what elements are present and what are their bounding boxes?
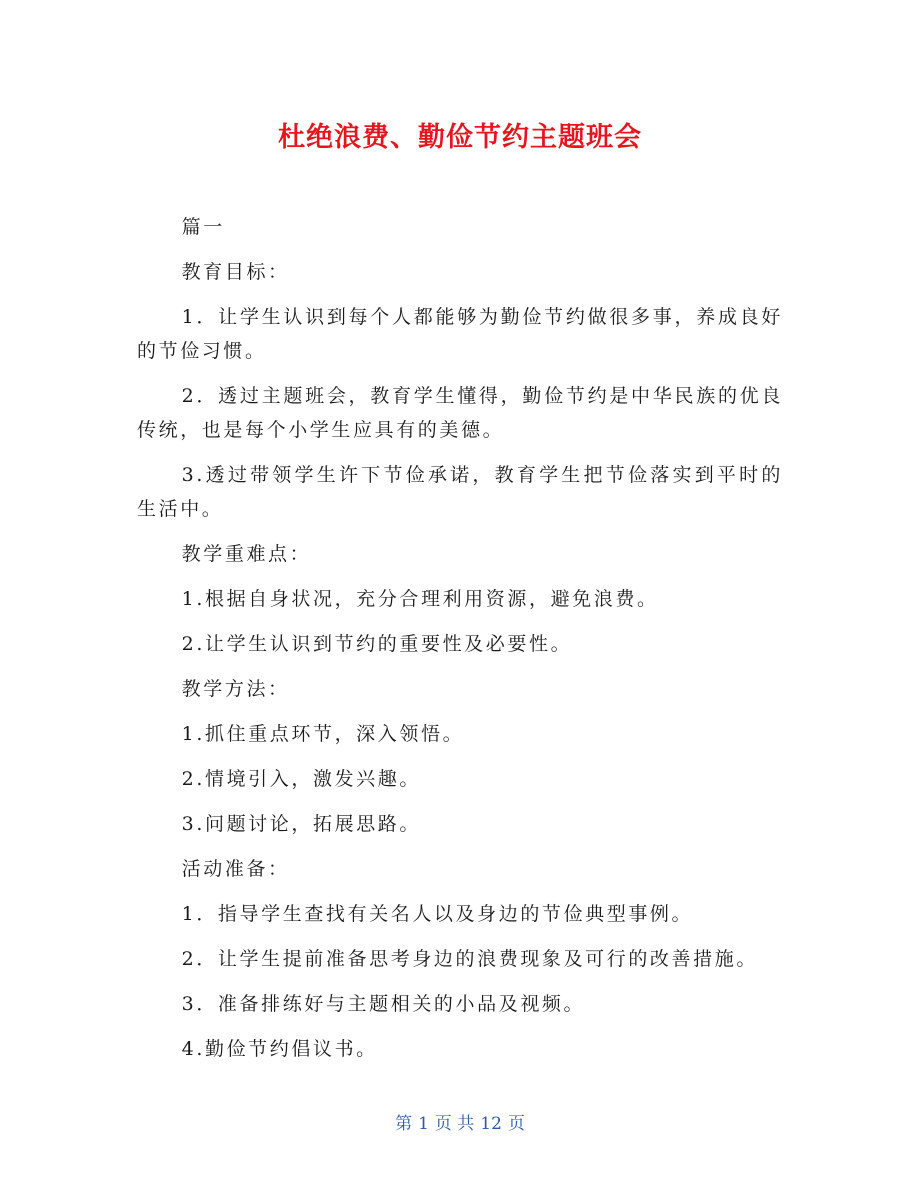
- paragraph-heading-key-points: 教学重难点：: [181, 543, 312, 565]
- paragraph-goal-2: 2．透过主题班会，教育学生懂得，勤俭节约是中华民族的优良传统，也是每个小学生应具有的美德。: [137, 385, 783, 441]
- paragraph-section-label: 篇一: [181, 216, 225, 238]
- paragraph-goal-1: 1．让学生认识到每个人都能够为勤俭节约做很多事，养成良好的节俭习惯。: [137, 306, 783, 362]
- paragraph-goal-3: 3.透过带领学生许下节俭承诺，教育学生把节俭落实到平时的生活中。: [137, 464, 783, 520]
- footer-current-page: 1: [418, 1114, 429, 1134]
- paragraph-heading-methods: 教学方法：: [181, 678, 290, 700]
- paragraph-method-2: 2.情境引入，激发兴趣。: [181, 768, 421, 790]
- paragraph-method-1: 1.抓住重点环节，深入领悟。: [181, 723, 465, 745]
- paragraph-method-3: 3.问题讨论，拓展思路。: [181, 813, 421, 835]
- paragraph-preparation-2: 2．让学生提前准备思考身边的浪费现象及可行的改善措施。: [181, 948, 758, 970]
- paragraph-heading-goals: 教育目标：: [181, 261, 290, 283]
- footer-mid: 页 共: [434, 1114, 475, 1134]
- document-title: 杜绝浪费、勤俭节约主题班会: [278, 122, 642, 153]
- footer-suffix: 页: [507, 1114, 525, 1134]
- document-body: [137, 210, 783, 1077]
- paragraph-key-point-2: 2.让学生认识到节约的重要性及必要性。: [181, 633, 573, 655]
- paragraph-heading-preparation: 活动准备：: [181, 858, 290, 880]
- paragraph-preparation-3: 3．准备排练好与主题相关的小品及视频。: [181, 993, 586, 1015]
- paragraph-key-point-1: 1.根据自身状况，充分合理利用资源，避免浪费。: [181, 588, 659, 610]
- footer-total-pages: 12: [480, 1114, 502, 1134]
- page-footer: [0, 1112, 920, 1136]
- paragraph-preparation-4: 4.勤俭节约倡议书。: [181, 1038, 378, 1060]
- paragraph-preparation-1: 1．指导学生查找有关名人以及身边的节俭典型事例。: [181, 903, 694, 925]
- footer-prefix: 第: [395, 1114, 413, 1134]
